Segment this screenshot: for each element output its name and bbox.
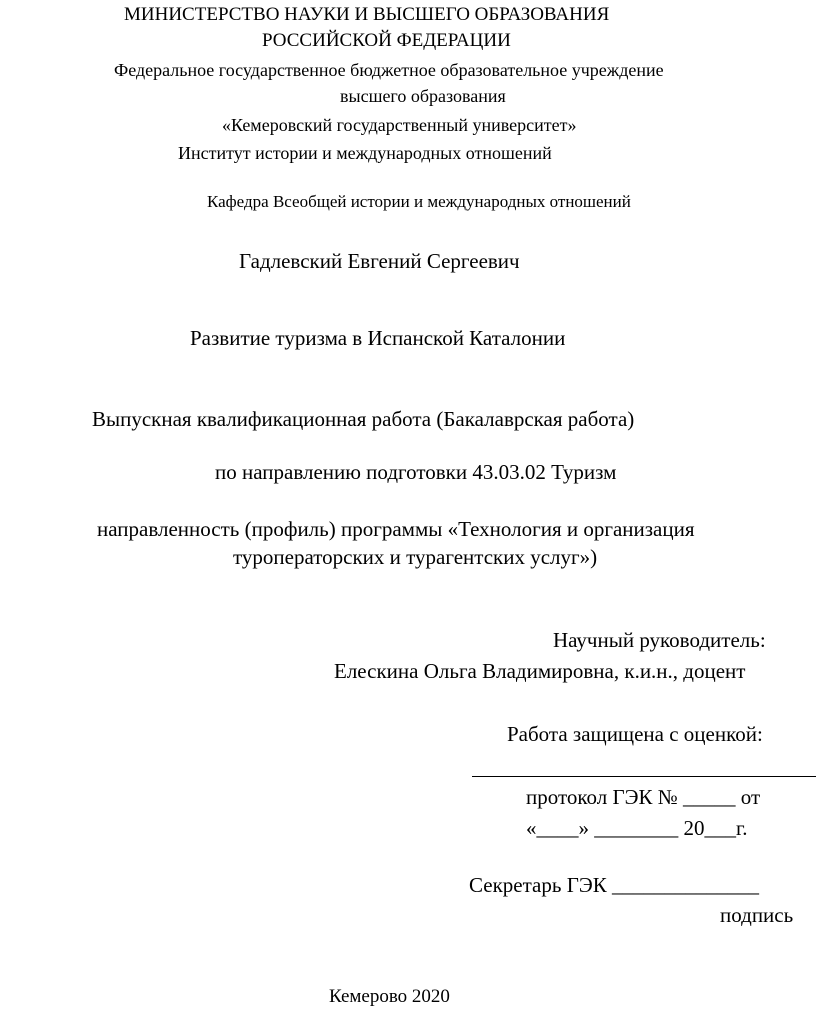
supervisor-label: Научный руководитель: — [553, 628, 766, 652]
program-profile-line-1: направленность (профиль) программы «Технология и организация — [97, 517, 695, 541]
supervisor-name: Елескина Ольга Владимировна, к.и.н., доцент — [334, 659, 746, 683]
department-name: Кафедра Всеобщей истории и международных отношений — [207, 192, 631, 211]
defense-date-line: «____» ________ 20___г. — [526, 816, 748, 840]
study-direction: по направлению подготовки 43.03.02 Туризм — [215, 460, 617, 484]
thesis-title: Развитие туризма в Испанской Каталонии — [190, 326, 566, 350]
program-profile-line-2: туроператорских и турагентских услуг») — [233, 545, 598, 569]
university-name: «Кемеровский государственный университет» — [222, 115, 577, 135]
city-year: Кемерово 2020 — [329, 986, 450, 1007]
gek-protocol-line: протокол ГЭК № _____ от — [526, 785, 761, 809]
signature-caption: подпись — [720, 903, 794, 927]
institution-line-1: Федеральное государственное бюджетное образовательное учреждение — [114, 60, 664, 80]
gek-secretary-line: Секретарь ГЭК ______________ — [469, 873, 759, 897]
author-name: Гадлевский Евгений Сергеевич — [239, 249, 520, 273]
institution-line-2: высшего образования — [340, 86, 506, 106]
grade-underline — [472, 776, 816, 777]
work-type: Выпускная квалификационная работа (Бакалаврская работа) — [92, 407, 635, 431]
institute-name: Институт истории и международных отношений — [178, 143, 552, 163]
ministry-line-2: РОССИЙСКОЙ ФЕДЕРАЦИИ — [262, 30, 511, 51]
ministry-line-1: МИНИСТЕРСТВО НАУКИ И ВЫСШЕГО ОБРАЗОВАНИЯ — [124, 4, 610, 25]
defense-grade-label: Работа защищена с оценкой: — [507, 722, 763, 746]
